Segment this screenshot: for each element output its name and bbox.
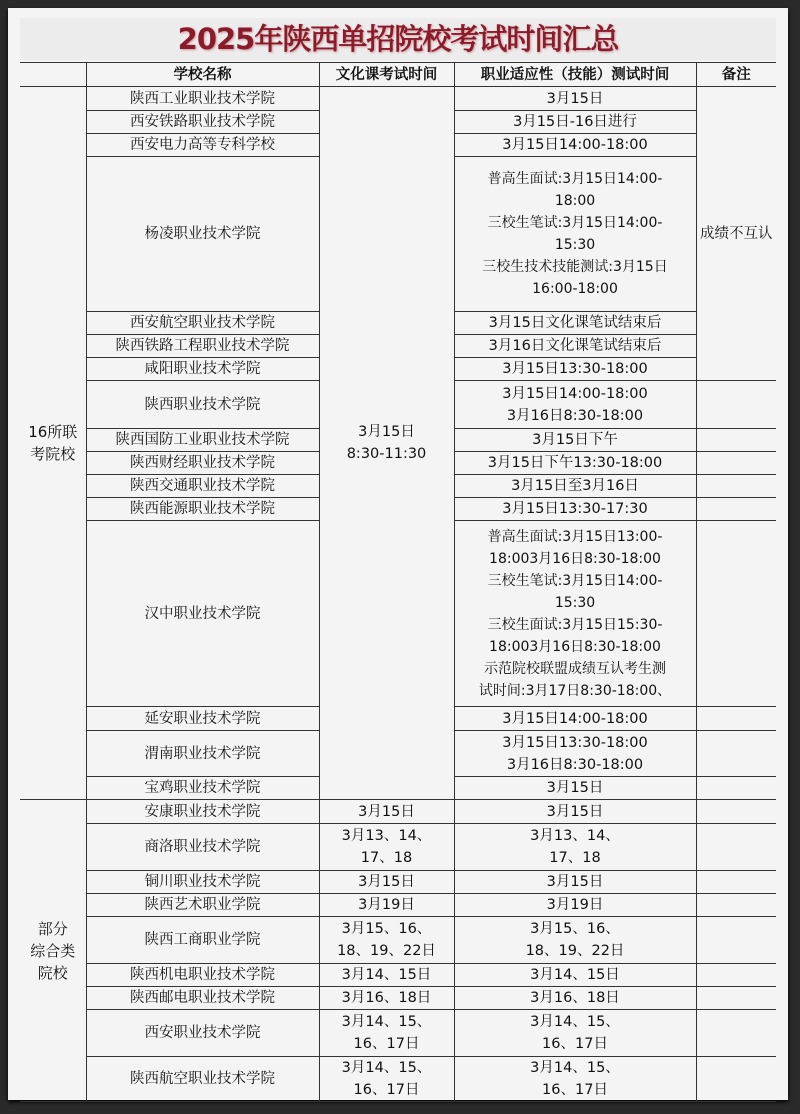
school-name-text: 陕西铁路工程职业技术学院 [115, 338, 290, 354]
note [696, 521, 776, 707]
skill-test-time-text: 3月15日下午 [532, 432, 618, 448]
note [696, 452, 776, 475]
header-school: 学校名称 [86, 63, 319, 87]
school-name [86, 429, 319, 452]
culture-time [319, 1057, 454, 1102]
culture-time [319, 87, 454, 800]
group-label-text: 16所联考院校 [28, 423, 78, 463]
header-skill: 职业适应性（技能）测试时间 [454, 63, 696, 87]
school-name-text: 陕西机电职业技术学院 [130, 967, 275, 983]
culture-time-text: 3月14、15日 [341, 967, 432, 983]
document-page [8, 8, 788, 1100]
note [696, 707, 776, 731]
skill-test-time [454, 777, 696, 800]
school-name-text: 汉中职业技术学院 [144, 605, 261, 622]
school-name [86, 964, 319, 987]
header-culture: 文化课考试时间 [319, 63, 454, 87]
skill-test-time-text: 3月15日 [546, 90, 604, 107]
school-name-text: 陕西国防工业职业技术学院 [115, 432, 290, 448]
school-name-text: 西安职业技术学院 [144, 1025, 261, 1041]
school-name [86, 157, 319, 312]
culture-time-text: 3月19日 [358, 897, 415, 913]
skill-test-time [454, 335, 696, 358]
culture-time-text: 3月15、16、 18、19、22日 [337, 921, 436, 959]
school-name-text: 西安航空职业技术学院 [130, 315, 275, 331]
skill-test-time-text: 3月15日文化课笔试结束后 [488, 315, 662, 331]
skill-test-time [454, 312, 696, 335]
skill-test-time [454, 157, 696, 312]
culture-time [319, 987, 454, 1010]
table-row [20, 1010, 776, 1057]
skill-test-time-text: 普高生面试:3月15日13:00- 18:003月16日8:30-18:00 三校生笔试:3月15日14:00- 15:30 三校生面试:3月15日15:30- 18:003月16日8:30-18:00 示范院校联盟成绩互认考生测 试时间:3月17日8:30-18:00、 [478, 528, 672, 699]
skill-test-time-text: 3月14、15、 16、17日 [530, 1014, 620, 1052]
group-label-text: 部分 综合类 院校 [30, 919, 76, 982]
note [696, 871, 776, 894]
school-name [86, 475, 319, 498]
note [696, 917, 776, 964]
group-label [20, 87, 86, 800]
table-row [20, 964, 776, 987]
school-name [86, 731, 319, 777]
culture-time-text: 3月16、18日 [341, 990, 432, 1006]
skill-test-time-text: 3月15日13:30-18:00 3月16日8:30-18:00 [502, 734, 648, 773]
note [696, 1057, 776, 1102]
school-name [86, 335, 319, 358]
skill-test-time-text: 3月19日 [546, 897, 604, 913]
table-row [20, 894, 776, 917]
school-name-text: 西安铁路职业技术学院 [130, 114, 275, 130]
table-header-row [20, 63, 776, 87]
skill-test-time [454, 87, 696, 111]
skill-test-time-text: 3月15日至3月16日 [511, 478, 639, 494]
note [696, 987, 776, 1010]
skill-test-time [454, 731, 696, 777]
school-name-text: 西安电力高等专科学校 [130, 137, 275, 153]
skill-test-time [454, 824, 696, 871]
header-note: 备注 [696, 63, 776, 87]
culture-time [319, 871, 454, 894]
skill-test-time-text: 3月16、18日 [530, 990, 620, 1006]
school-name [86, 381, 319, 429]
culture-time-text: 3月15日 [358, 803, 415, 820]
skill-test-time-text: 普高生面试:3月15日14:00- 18:00 三校生笔试:3月15日14:00- 15:30 三校生技术技能测试:3月15日 16:00-18:00 [482, 171, 668, 297]
skill-test-time [454, 521, 696, 707]
note-text: 成绩不互认 [700, 225, 773, 242]
skill-test-time [454, 894, 696, 917]
note [696, 731, 776, 777]
skill-test-time [454, 871, 696, 894]
table-row [20, 824, 776, 871]
skill-test-time-text: 3月15日14:00-18:00 3月16日8:30-18:00 [502, 385, 648, 424]
table-row [20, 87, 776, 111]
skill-test-time-text: 3月15日-16日进行 [513, 114, 637, 130]
school-name-text: 陕西财经职业技术学院 [130, 455, 275, 471]
school-name [86, 917, 319, 964]
skill-test-time-text: 3月15日 [546, 874, 604, 890]
culture-time [319, 894, 454, 917]
school-name-text: 杨凌职业技术学院 [144, 226, 261, 242]
culture-time-text: 3月13、14、 17、18 [341, 828, 432, 866]
culture-time [319, 964, 454, 987]
school-name [86, 521, 319, 707]
skill-test-time-text: 3月15日 [546, 803, 604, 820]
note [696, 800, 776, 824]
skill-test-time [454, 358, 696, 381]
school-name-text: 陕西工商职业学院 [144, 932, 261, 948]
school-name [86, 707, 319, 731]
school-name-text: 延安职业技术学院 [144, 710, 261, 727]
skill-test-time [454, 987, 696, 1010]
school-name [86, 871, 319, 894]
skill-test-time [454, 381, 696, 429]
school-name [86, 777, 319, 800]
skill-test-time [454, 1010, 696, 1057]
school-name-text: 陕西航空职业技术学院 [130, 1071, 275, 1087]
school-name-text: 陕西职业技术学院 [144, 396, 261, 413]
skill-test-time [454, 134, 696, 157]
skill-test-time [454, 111, 696, 134]
skill-test-time-text: 3月15日13:30-17:30 [502, 501, 648, 517]
school-name [86, 452, 319, 475]
school-name-text: 陕西交通职业技术学院 [130, 478, 275, 494]
school-name-text: 安康职业技术学院 [144, 803, 261, 820]
table-row [20, 987, 776, 1010]
exam-schedule-table [20, 62, 776, 1102]
school-name [86, 824, 319, 871]
school-name [86, 987, 319, 1010]
school-name [86, 1010, 319, 1057]
table-row [20, 1057, 776, 1102]
school-name-text: 宝鸡职业技术学院 [144, 780, 261, 796]
skill-test-time-text: 3月14、15、 16、17日 [530, 1060, 620, 1098]
culture-time [319, 824, 454, 871]
skill-test-time-text: 3月15日13:30-18:00 [502, 361, 648, 377]
skill-test-time [454, 707, 696, 731]
skill-test-time-text: 3月15、16、 18、19、22日 [525, 921, 625, 959]
culture-time [319, 917, 454, 964]
school-name [86, 312, 319, 335]
school-name-text: 渭南职业技术学院 [144, 745, 261, 762]
table-row [20, 800, 776, 824]
school-name-text: 陕西邮电职业技术学院 [130, 990, 275, 1006]
culture-time-text: 3月14、15、 16、17日 [341, 1014, 432, 1052]
note [696, 1010, 776, 1057]
note [696, 824, 776, 871]
skill-test-time-text: 3月15日14:00-18:00 [502, 137, 648, 153]
note [696, 498, 776, 521]
culture-time-text: 3月15日 [358, 874, 415, 890]
culture-time-text: 3月14、15、 16、17日 [341, 1060, 432, 1098]
note [696, 87, 776, 381]
note [696, 777, 776, 800]
skill-test-time [454, 475, 696, 498]
school-name [86, 894, 319, 917]
group-label [20, 800, 86, 1102]
skill-test-time [454, 1057, 696, 1102]
note [696, 381, 776, 429]
header-group [20, 63, 86, 87]
skill-test-time-text: 3月16日文化课笔试结束后 [488, 338, 662, 354]
skill-test-time-text: 3月15日14:00-18:00 [502, 710, 648, 727]
school-name-text: 商洛职业技术学院 [144, 839, 261, 855]
note [696, 964, 776, 987]
school-name [86, 87, 319, 111]
culture-time-text: 3月15日 8:30-11:30 [346, 424, 427, 462]
school-name [86, 134, 319, 157]
school-name [86, 498, 319, 521]
school-name [86, 1057, 319, 1102]
table-row [20, 917, 776, 964]
school-name-text: 陕西能源职业技术学院 [130, 501, 275, 517]
note [696, 475, 776, 498]
skill-test-time [454, 498, 696, 521]
school-name-text: 陕西艺术职业学院 [144, 897, 261, 913]
skill-test-time [454, 452, 696, 475]
skill-test-time-text: 3月15日下午13:30-18:00 [487, 455, 663, 471]
culture-time [319, 1010, 454, 1057]
culture-time [319, 800, 454, 824]
skill-test-time [454, 964, 696, 987]
skill-test-time-text: 3月15日 [546, 780, 604, 796]
school-name-text: 铜川职业技术学院 [144, 874, 261, 890]
skill-test-time [454, 800, 696, 824]
school-name-text: 咸阳职业技术学院 [144, 361, 261, 377]
page-title: 2025年陕西单招院校考试时间汇总 [20, 18, 776, 60]
table-row [20, 871, 776, 894]
school-name [86, 800, 319, 824]
school-name [86, 111, 319, 134]
note [696, 429, 776, 452]
school-name-text: 陕西工业职业技术学院 [130, 90, 275, 107]
skill-test-time [454, 917, 696, 964]
note [696, 894, 776, 917]
school-name [86, 358, 319, 381]
skill-test-time [454, 429, 696, 452]
skill-test-time-text: 3月13、14、 17、18 [530, 828, 620, 866]
skill-test-time-text: 3月14、15日 [530, 967, 620, 983]
